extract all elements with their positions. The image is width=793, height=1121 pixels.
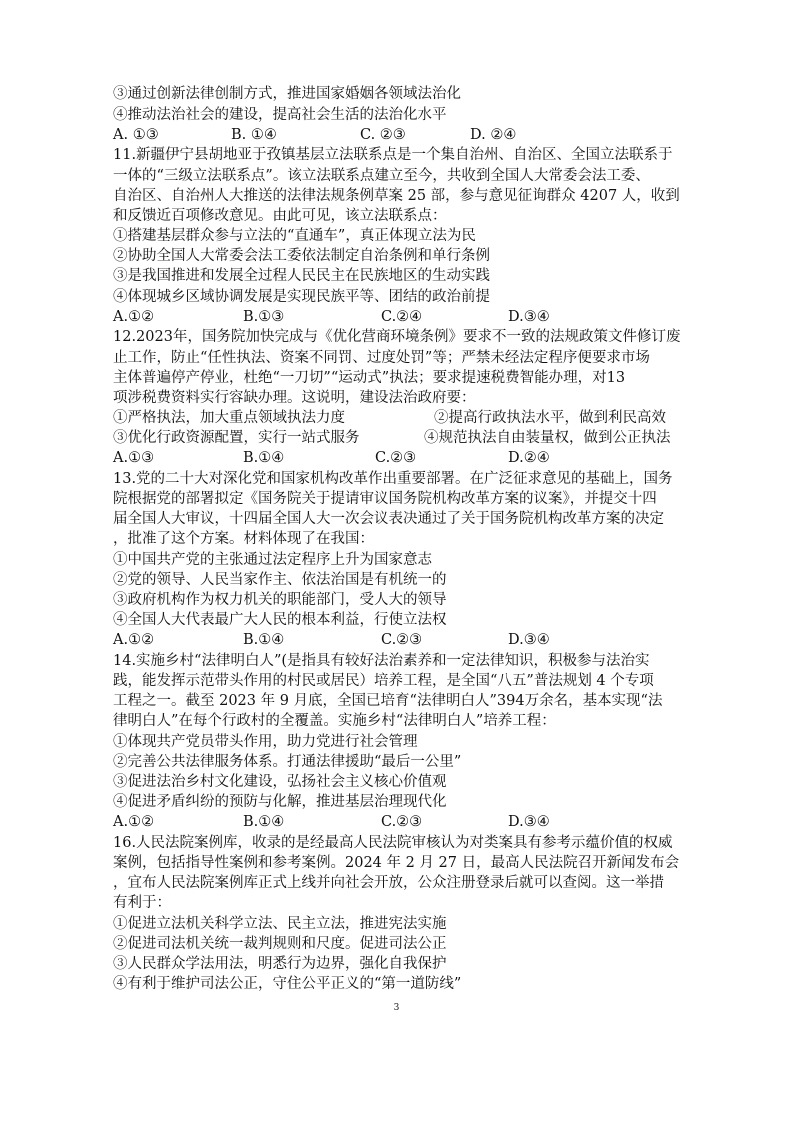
text-line: 和反馈近百项修改意见。由此可见，该立法联系点： [113, 208, 447, 224]
option-c: C. ②③ [360, 127, 406, 143]
option-c: C.②④ [381, 309, 423, 325]
option-a: A.①② [113, 814, 155, 830]
text-line: 律明白人”在每个行政村的全覆盖。实施乡村“法律明白人”培养工程： [113, 713, 556, 729]
option-a: A.①② [113, 632, 155, 648]
choice-line: ①搭建基层群众参与立法的“直通车”，真正体现立法为民 [113, 228, 476, 244]
option-c: C.②③ [375, 450, 417, 466]
choice-line: ③促进法治乡村文化建设，弘扬社会主义核心价值观 [113, 774, 447, 790]
choice-line: ③人民群众学法用法，明悉行为边界，强化自我保护 [113, 956, 447, 972]
option-a: A.①② [113, 309, 155, 325]
text-line: 有利于： [113, 895, 171, 911]
choice-line: ③是我国推进和发展全过程人民民主在民族地区的生动实践 [113, 268, 490, 284]
choice-line: ④全国人大代表最广大人民的根本利益，行使立法权 [113, 612, 447, 628]
choice-line: ③政府机构作为权力机关的职能部门，受人大的领导 [113, 592, 447, 608]
text-line: 案例，包括指导性案例和参考案例。2024 年 2 月 27 日，最高人民法院召开新闻发布会 [113, 855, 680, 871]
option-d: D.③④ [508, 632, 550, 648]
text-line: 自治区、自治州人大推送的法律法规条例草案 25 部，参与意见征询群众 4207 人，收到 [113, 188, 680, 204]
option-b: B.①④ [243, 632, 285, 648]
option-a: A.①③ [113, 450, 155, 466]
choice-line: ②促进司法机关统一裁判规则和尺度。促进司法公正 [113, 936, 447, 952]
option-c: C.②③ [381, 814, 423, 830]
text-line: 止工作，防止“任性执法、资案不同罚、过度处罚”等；严禁未经法定程序便要求市场 [113, 350, 650, 366]
choice-line: ④体现城乡区域协调发展是实现民族平等、团结的政治前提 [113, 289, 490, 305]
text-line: 主体普遍停产停业，杜绝“一刀切”“运动式”执法；要求提速税费智能办理，对13 [113, 370, 626, 386]
text-line: 工程之一。截至 2023 年 9 月底，全国已培育“法律明白人”394万余名，基本实现“法 [113, 693, 663, 709]
choice-line: ②提高行政执法水平，做到利民高效 [434, 410, 666, 426]
choice-line: ④促进矛盾纠纷的预防与化解，推进基层治理现代化 [113, 794, 447, 810]
choice-line: ①促进立法机关科学立法、民主立法，推进宪法实施 [113, 916, 447, 932]
choice-line: ④规范执法自由装量权，做到公正执法 [424, 430, 671, 446]
text-line: 项涉税费资料实行容缺办理。这说明，建设法治政府要： [113, 390, 476, 406]
question-14-text: 14.实施乡村“法律明白人”(是指具有较好法治素养和一定法律知识，积极参与法治实 [113, 653, 650, 669]
text-line: 践，能发挥示范带头作用的村民或居民）培养工程，是全国“八五”普法规划 4 个专项 [113, 673, 654, 689]
choice-line: ②党的领导、人民当家作主、依法治国是有机统一的 [113, 572, 447, 588]
text-line: ④推动法治社会的建设，提高社会生活的法治化水平 [113, 107, 447, 123]
option-d: D. ②④ [470, 127, 517, 143]
option-b: B.①③ [243, 309, 285, 325]
option-b: B.①④ [243, 814, 285, 830]
option-a: A. ①③ [113, 127, 159, 143]
page-number: 3 [393, 1003, 400, 1013]
option-d: D.③④ [508, 814, 550, 830]
choice-line: ④有利于维护司法公正，守住公平正义的“第一道防线” [113, 976, 462, 992]
choice-line: ①严格执法，加大重点领域执法力度 [113, 410, 345, 426]
question-12-text: 12.2023年，国务院加快完成与《优化营商环境条例》要求不一致的法规政策文件修订废 [113, 329, 681, 345]
choice-line: ②完善公共法律服务体系。打通法律援助“最后一公里” [113, 754, 462, 770]
choice-line: ②协助全国人大常委会法工委依法制定自治条例和单行条例 [113, 248, 490, 264]
text-line: ，批准了这个方案。材料体现了在我国： [113, 531, 374, 547]
option-b: B. ①④ [231, 127, 277, 143]
text-line: 院根据党的部署拟定《国务院关于提请审议国务院机构改革方案的议案》，并提交十四 [113, 491, 657, 507]
text-line: ③通过创新法律创制方式，推进国家婚姻各领域法治化 [113, 86, 461, 102]
text-line: 届全国人大审议，十四届全国人大一次会议表决通过了关于国务院机构改革方案的决定 [113, 511, 664, 527]
option-c: C.②③ [381, 632, 423, 648]
question-13-text: 13.党的二十大对深化党和国家机构改革作出重要部署。在广泛征求意见的基础上，国务 [113, 471, 673, 487]
text-line: ，宜布人民法院案例库正式上线并向社会开放，公众注册登录后就可以查阅。这一举措 [113, 875, 664, 891]
question-11-text: 11.新疆伊宁县胡地亚于孜镇基层立法联系点是一个集自治州、自治区、全国立法联系于 [113, 147, 673, 163]
choice-line: ③优化行政资源配置，实行一站式服务 [113, 430, 360, 446]
option-d: D.②④ [508, 450, 550, 466]
choice-line: ①体现共产党员带头作用，助力党进行社会管理 [113, 734, 418, 750]
text-line: 一体的“三级立法联系点”。该立法联系点建立至今，共收到全国人大常委会法工委、 [113, 168, 650, 184]
choice-line: ①中国共产党的主张通过法定程序上升为国家意志 [113, 552, 432, 568]
question-16-text: 16.人民法院案例库，收录的是经最高人民法院审核认为对类案具有参考示蕴价值的权威 [113, 835, 673, 851]
option-b: B.①④ [243, 450, 285, 466]
option-d: D.③④ [508, 309, 550, 325]
